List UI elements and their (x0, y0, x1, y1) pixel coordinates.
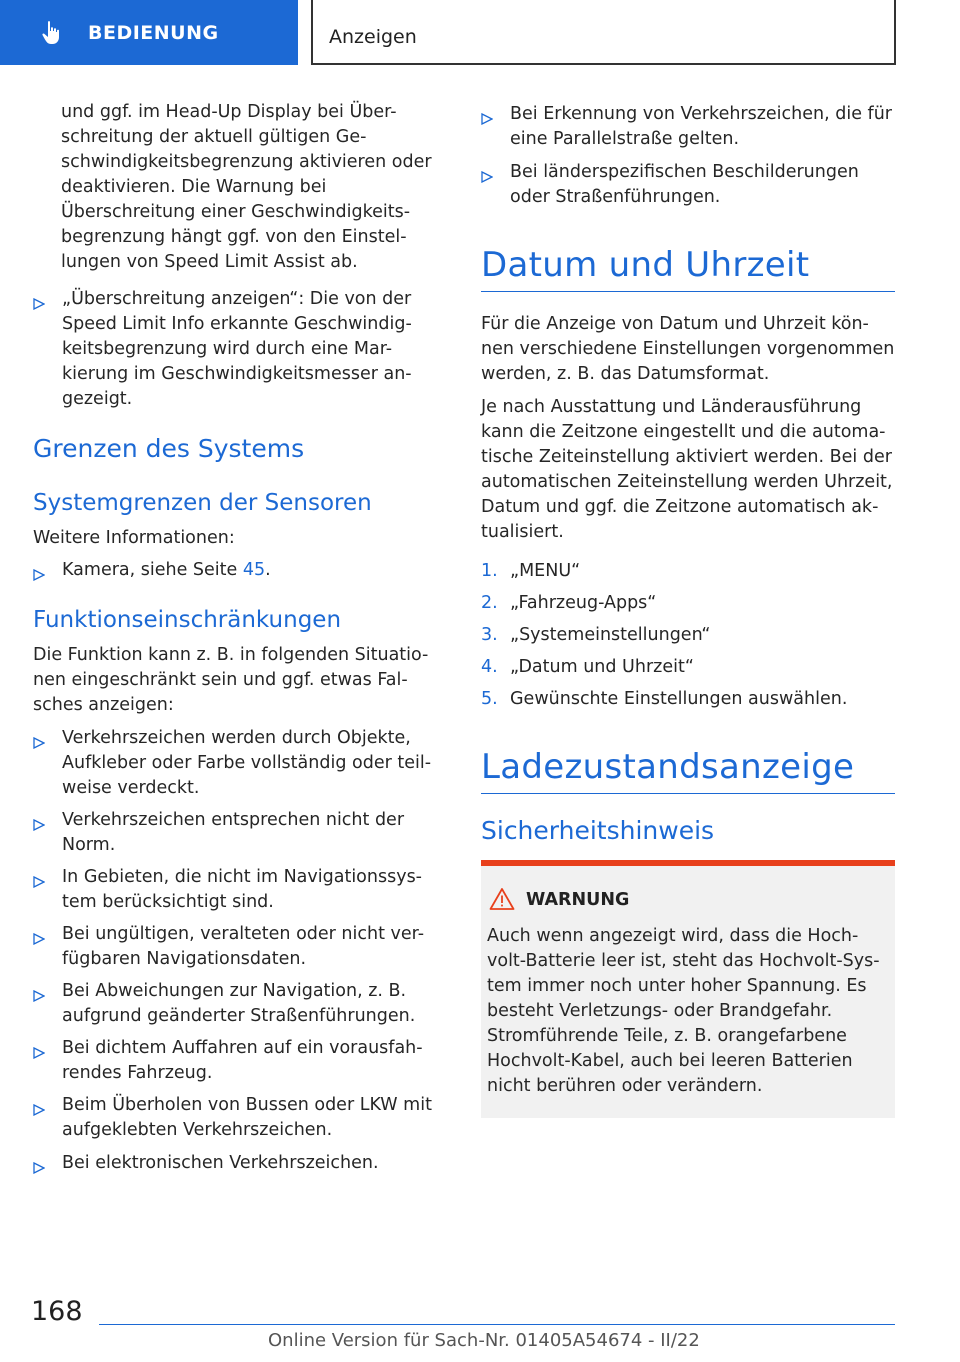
bullet-item (33, 979, 446, 1029)
step-text: „MENU“ (510, 561, 581, 581)
bullet-text: Bei länderspezifischen Beschilderungen oder Straßenführungen. (510, 162, 859, 207)
chapter-title: Anzeigen (329, 26, 417, 48)
heading-sensoren: Systemgrenzen der Sensoren (33, 490, 372, 516)
bullet-item (481, 102, 895, 152)
heading-einschraenkungen: Funktionseinschränkungen (33, 607, 342, 633)
warning-triangle-icon (489, 887, 515, 911)
step-text: „Systemeinstellungen“ (510, 625, 711, 645)
bullet-triangle-icon (33, 564, 45, 576)
bullet-camera (33, 558, 446, 583)
bullet-triangle-icon (33, 1099, 45, 1111)
bullet-triangle-icon (33, 928, 45, 940)
camera-dot: . (265, 560, 271, 580)
bullet-text: „Überschreitung anzeigen“: Die von der Speed Limit Info erkannte Geschwindig-keitsbegrenzung wird durch eine Mar-kierung im Geschwindigkeitsmesser an-gezeigt. (62, 289, 412, 409)
step-item (481, 559, 895, 584)
step-number: 4. (481, 657, 498, 677)
bullet-triangle-icon (33, 293, 45, 305)
heading-ladezustand: Ladezustandsanzeige (481, 747, 855, 787)
step-item (481, 623, 895, 648)
datum-paragraph-2: Je nach Ausstattung und Länderausführung kann die Zeitzone eingestellt und die automa-tische Zeiteinstellung aktiviert werden. Bei der automatischen Zeiteinstellung werden Uhrzeit, Datum und ggf. die Zeitzone automatisch ak-tualisiert. (481, 397, 893, 542)
bullet-text: Bei Erkennung von Verkehrszeichen, die für eine Parallelstraße gelten. (510, 104, 892, 149)
section-tab (0, 0, 298, 65)
bullet-text: Verkehrszeichen entsprechen nicht der Norm. (62, 810, 405, 855)
step-item (481, 687, 895, 712)
heading-rule (481, 793, 895, 794)
bullet-triangle-icon (481, 108, 493, 120)
step-number: 5. (481, 689, 498, 709)
bullet-item (33, 1093, 446, 1143)
warning-title: WARNUNG (526, 890, 630, 910)
warning-box (481, 866, 895, 1118)
warning-text: Auch wenn angezeigt wird, dass die Hoch-volt-Batterie leer ist, steht das Hochvolt-Sys-tem immer noch unter hoher Spannung. Es besteht Verletzungs- oder Brandgefahr. Stromführende Teile, z. B. orangefarbene Hochvolt-Kabel, auch bei leeren Batterien nicht berühren oder verändern. (487, 926, 880, 1096)
bullet-text: In Gebieten, die nicht im Navigationssys-tem berücksichtigt sind. (62, 867, 422, 912)
step-text: „Datum und Uhrzeit“ (510, 657, 694, 677)
page-number: 168 (31, 1296, 83, 1327)
bullet-text: Verkehrszeichen werden durch Objekte, Aufkleber oder Farbe vollständig oder teil-weise verdeckt. (62, 728, 432, 798)
bullet-item (33, 726, 446, 801)
heading-sicherheitshinweis: Sicherheitshinweis (481, 816, 715, 845)
bullet-item (33, 865, 446, 915)
bullet-triangle-icon (33, 814, 45, 826)
step-number: 2. (481, 593, 498, 613)
bullet-triangle-icon (33, 732, 45, 744)
heading-datum-uhrzeit: Datum und Uhrzeit (481, 245, 810, 285)
bullet-triangle-icon (33, 1157, 45, 1169)
step-text: Gewünschte Einstellungen auswählen. (510, 689, 848, 709)
heading-rule (481, 291, 895, 292)
bullet-text: Bei elektronischen Verkehrszeichen. (62, 1153, 379, 1173)
heading-grenzen: Grenzen des Systems (33, 434, 305, 463)
more-info-text: Weitere Informationen: (33, 528, 235, 548)
step-number: 1. (481, 561, 498, 581)
footer-rule (99, 1324, 895, 1325)
step-item (481, 655, 895, 680)
page-link[interactable]: 45 (242, 560, 266, 580)
einschr-intro: Die Funktion kann z. B. in folgenden Situatio-nen eingeschränkt sein und ggf. etwas Fal-sches anzeigen: (33, 645, 429, 715)
section-title: BEDIENUNG (88, 21, 219, 44)
datum-paragraph-1: Für die Anzeige von Datum und Uhrzeit kön-nen verschiedene Einstellungen vorgenommen werden, z. B. das Datumsformat. (481, 314, 895, 384)
bullet-overspeed (33, 287, 446, 412)
step-text: „Fahrzeug-Apps“ (510, 593, 657, 613)
intro-paragraph: und ggf. im Head-Up Display bei Über-schreitung der aktuell gültigen Ge-schwindigkeitsbegrenzung aktivieren oder deaktivieren. Die Warnung bei Überschreitung einer Geschwindigkeits-begrenzung hängt ggf. von den Einstel-lungen von Speed Limit Assist ab. (61, 102, 432, 272)
bullet-text: Bei ungültigen, veralteten oder nicht ver-fügbaren Navigationsdaten. (62, 924, 425, 969)
footer-online-version: Online Version für Sach-Nr. 01405A54674 - II/22 (268, 1330, 700, 1351)
bullet-triangle-icon (33, 871, 45, 883)
step-number: 3. (481, 625, 498, 645)
hand-pointer-icon (38, 19, 66, 47)
chapter-header (311, 0, 896, 65)
bullet-triangle-icon (481, 166, 493, 178)
bullet-item (33, 922, 446, 972)
bullet-triangle-icon (33, 985, 45, 997)
camera-text: Kamera, siehe Seite (62, 560, 243, 580)
bullet-item (481, 160, 895, 210)
bullet-triangle-icon (33, 1042, 45, 1054)
bullet-text: Beim Überholen von Bussen oder LKW mit aufgeklebten Verkehrszeichen. (62, 1095, 432, 1140)
bullet-text: Bei dichtem Auffahren auf ein vorausfah-rendes Fahrzeug. (62, 1038, 423, 1083)
bullet-item (33, 1151, 446, 1176)
bullet-item (33, 808, 446, 858)
bullet-item (33, 1036, 446, 1086)
step-item (481, 591, 895, 616)
bullet-text: Bei Abweichungen zur Navigation, z. B. aufgrund geänderter Straßenführungen. (62, 981, 416, 1026)
